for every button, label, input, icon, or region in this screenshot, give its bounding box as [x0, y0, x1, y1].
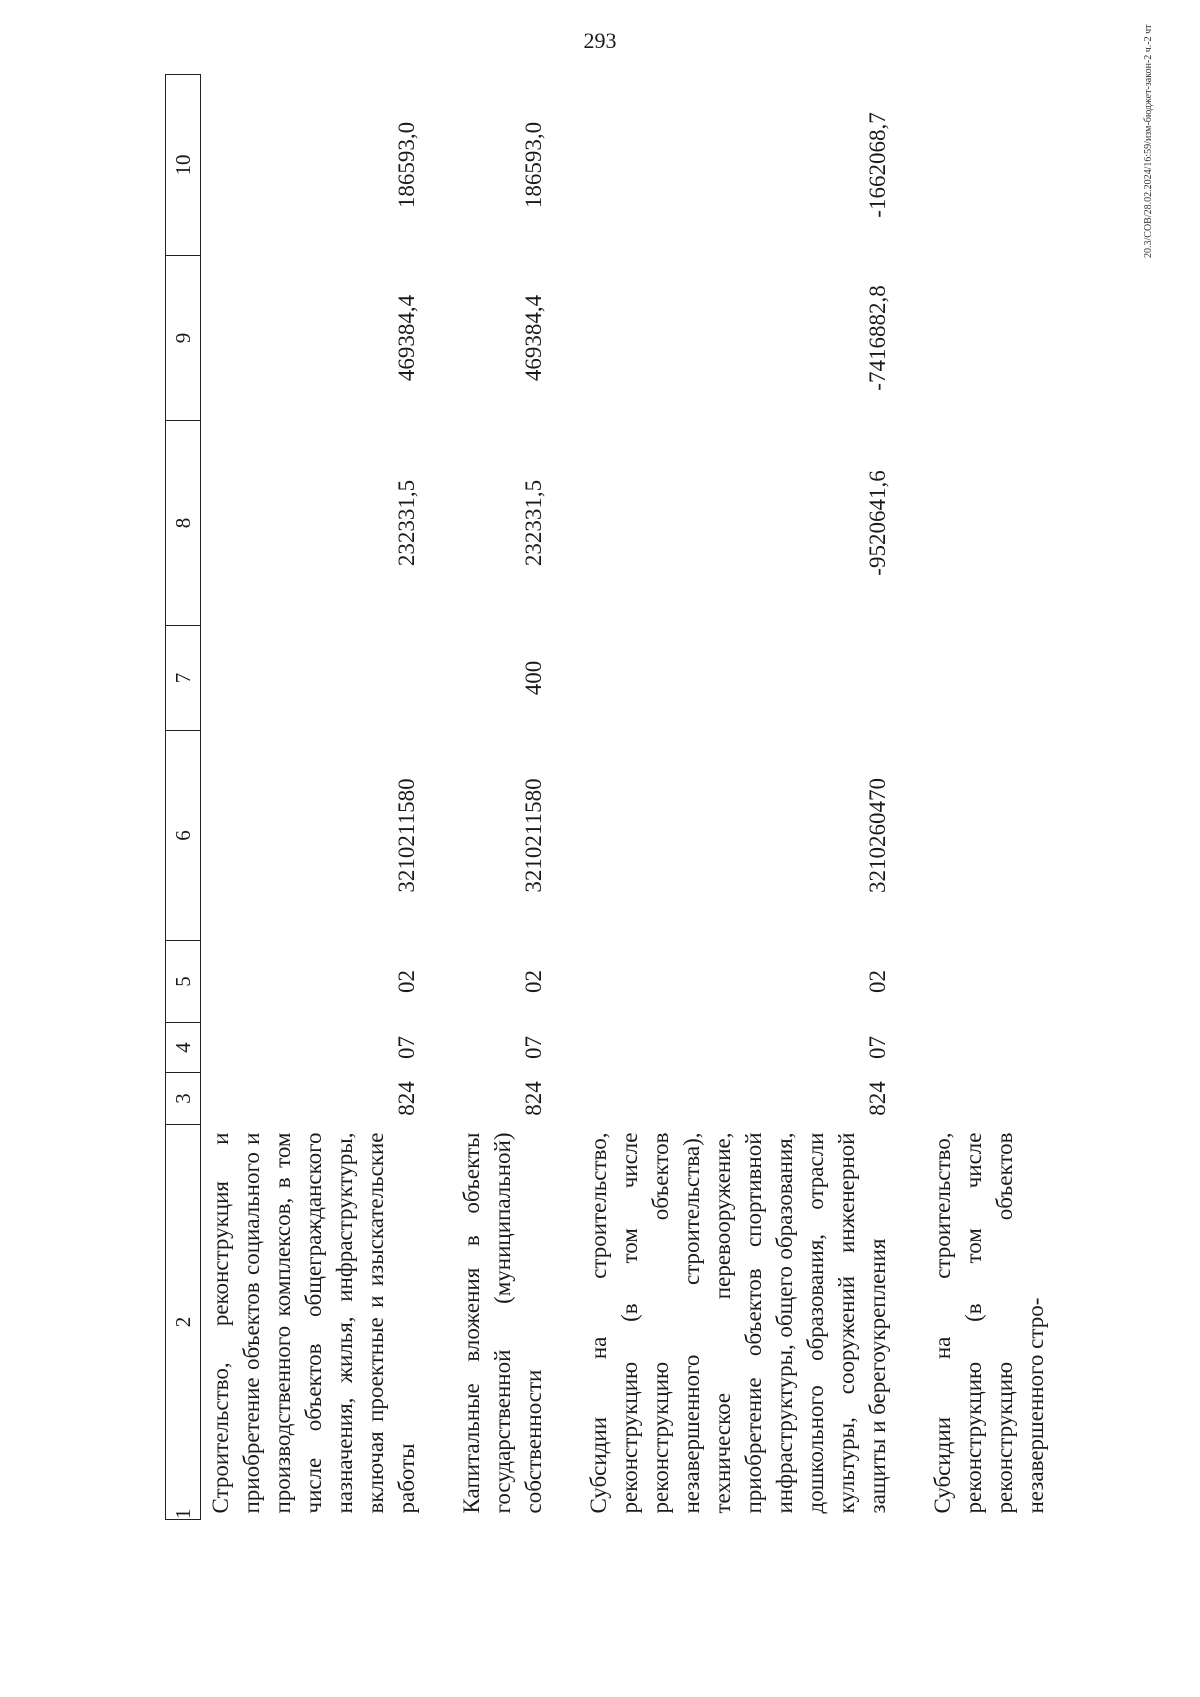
table-row — [452, 75, 559, 1520]
cell-col3 — [923, 1073, 1061, 1125]
cell-col5: 02 — [394, 970, 419, 993]
column-header-6: 6 — [166, 731, 201, 941]
cell-col3: 824 — [521, 1081, 546, 1116]
cell-description: Субсидии на строительство, реконструкцию (в том числе реконструкцию объектов незавершенного стро- — [930, 1132, 1048, 1514]
cell-description: Капитальные вложения в объекты государственной (муниципальной) собственности — [459, 1132, 546, 1514]
cell-col4: 07 — [394, 1036, 419, 1059]
column-header-8: 8 — [166, 421, 201, 626]
cell-col7 — [201, 626, 433, 731]
cell-col8: 232331,5 — [521, 479, 546, 567]
footer-code: 20.3/СОВ/28.02.2024/16:59/изм-бюджет-закон-2 ч.-2 чт — [1143, 24, 1154, 258]
cell-col6: 3210211580 — [394, 778, 419, 893]
column-header-3: 3 — [166, 1073, 201, 1125]
cell-col3: 824 — [865, 1081, 890, 1116]
cell-description: Субсидии на строительство, реконструкцию (в том числе реконструкцию объектов незавершенного строительства), техническое перевооружение, приобретение объектов спортивной инфраструктуры, общего образования, дошкольного образования, отрасли культуры, сооружений инженерной защиты и берегоукрепления — [586, 1132, 890, 1514]
table-row — [579, 75, 903, 1520]
cell-col10 — [923, 75, 1061, 256]
table-header-row: 1 2 3 4 5 6 7 8 9 10 — [166, 75, 201, 1520]
page-number: 293 — [583, 28, 617, 53]
cell-col10: -1662068,7 — [865, 112, 890, 218]
cell-col6: 3210260470 — [865, 778, 890, 893]
column-header-5: 5 — [166, 941, 201, 1023]
cell-col6 — [923, 731, 1061, 941]
cell-col10: 186593,0 — [521, 121, 546, 209]
cell-col9: -7416882,8 — [865, 285, 890, 391]
cell-col8: 232331,5 — [394, 479, 419, 567]
cell-col10: 186593,0 — [394, 121, 419, 209]
cell-col7: 400 — [521, 660, 546, 696]
cell-col8 — [923, 421, 1061, 626]
cell-col4: 07 — [865, 1036, 890, 1059]
cell-col9: 469384,4 — [521, 294, 546, 382]
table-row — [923, 75, 1061, 1520]
table-row — [201, 75, 433, 1520]
row-spacer — [559, 75, 579, 1520]
cell-col4 — [923, 1023, 1061, 1073]
cell-col3: 824 — [394, 1081, 419, 1116]
column-header-4: 4 — [166, 1023, 201, 1073]
row-spacer — [432, 75, 452, 1520]
cell-col5: 02 — [865, 970, 890, 993]
cell-col9 — [923, 256, 1061, 421]
column-header-2: 2 — [166, 1125, 201, 1520]
cell-col5: 02 — [521, 970, 546, 993]
budget-table — [165, 74, 1061, 1520]
cell-col8: -9520641,6 — [865, 470, 890, 576]
column-header-9: 9 — [166, 256, 201, 421]
cell-col5 — [923, 941, 1061, 1023]
column-header-10: 10 — [166, 75, 201, 256]
cell-col7 — [579, 626, 903, 731]
cell-col4: 07 — [521, 1036, 546, 1059]
row-spacer — [903, 75, 923, 1520]
cell-col7 — [923, 626, 1061, 731]
cell-description: Строительство, реконструкция и приобретение объектов социального и производственного комплексов, в том числе объектов общегражданского назначения, жилья, инфраструктуры, включая проектные и изыскательские работы — [208, 1132, 419, 1514]
column-header-7: 7 — [166, 626, 201, 731]
rotated-table-area — [165, 70, 1165, 1520]
cell-col9: 469384,4 — [394, 294, 419, 382]
cell-col6: 3210211580 — [521, 778, 546, 893]
